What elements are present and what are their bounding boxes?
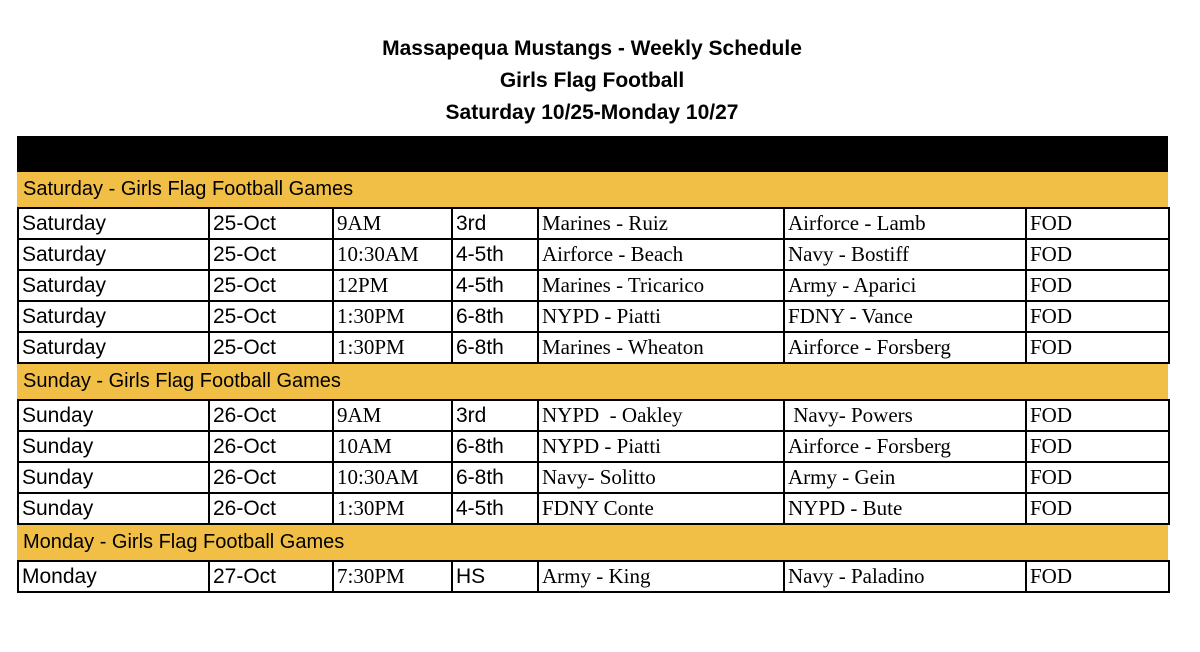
grade-cell: 6-8th — [452, 301, 538, 332]
grade-cell: 6-8th — [452, 431, 538, 462]
home-team-cell: NYPD - Piatti — [538, 431, 784, 462]
schedule-table — [17, 136, 1168, 593]
day-cell: Sunday — [18, 400, 209, 431]
table-row — [18, 208, 1169, 239]
section-header: Sunday - Girls Flag Football Games — [17, 364, 1168, 399]
table-row — [18, 493, 1169, 524]
day-cell: Sunday — [18, 431, 209, 462]
section-header: Monday - Girls Flag Football Games — [17, 525, 1168, 560]
grade-cell: 6-8th — [452, 462, 538, 493]
away-team-cell: Airforce - Forsberg — [784, 431, 1026, 462]
away-team-cell: NYPD - Bute — [784, 493, 1026, 524]
grade-cell: 4-5th — [452, 493, 538, 524]
away-team-cell: Navy - Paladino — [784, 561, 1026, 592]
time-cell: 10:30AM — [333, 239, 452, 270]
date-cell: 25-Oct — [209, 332, 333, 363]
home-team-cell: Marines - Wheaton — [538, 332, 784, 363]
date-cell: 26-Oct — [209, 431, 333, 462]
home-team-cell: NYPD - Piatti — [538, 301, 784, 332]
day-cell: Sunday — [18, 493, 209, 524]
date-cell: 26-Oct — [209, 462, 333, 493]
day-cell: Saturday — [18, 270, 209, 301]
field-cell: FOD — [1026, 239, 1169, 270]
table-row — [18, 239, 1169, 270]
away-team-cell: Army - Gein — [784, 462, 1026, 493]
table-row — [18, 431, 1169, 462]
day-cell: Saturday — [18, 208, 209, 239]
title-line-3: Saturday 10/25-Monday 10/27 — [445, 101, 739, 124]
time-cell: 7:30PM — [333, 561, 452, 592]
grade-cell: 6-8th — [452, 332, 538, 363]
time-cell: 9AM — [333, 400, 452, 431]
home-team-cell: Marines - Tricarico — [538, 270, 784, 301]
time-cell: 10AM — [333, 431, 452, 462]
section-header: Saturday - Girls Flag Football Games — [17, 172, 1168, 207]
date-cell: 26-Oct — [209, 493, 333, 524]
day-cell: Saturday — [18, 301, 209, 332]
title-line-2: Girls Flag Football — [499, 69, 685, 92]
time-cell: 1:30PM — [333, 332, 452, 363]
home-team-cell: Army - King — [538, 561, 784, 592]
field-cell: FOD — [1026, 301, 1169, 332]
games-table — [17, 399, 1170, 525]
time-cell: 12PM — [333, 270, 452, 301]
field-cell: FOD — [1026, 431, 1169, 462]
day-cell: Monday — [18, 561, 209, 592]
schedule-title-block — [0, 33, 1184, 129]
home-team-cell: Marines - Ruiz — [538, 208, 784, 239]
table-row — [18, 270, 1169, 301]
home-team-cell: NYPD - Oakley — [538, 400, 784, 431]
table-row — [18, 561, 1169, 592]
time-cell: 1:30PM — [333, 493, 452, 524]
away-team-cell: Army - Aparici — [784, 270, 1026, 301]
day-cell: Sunday — [18, 462, 209, 493]
date-cell: 25-Oct — [209, 208, 333, 239]
grade-cell: 3rd — [452, 208, 538, 239]
day-cell: Saturday — [18, 239, 209, 270]
field-cell: FOD — [1026, 462, 1169, 493]
home-team-cell: FDNY Conte — [538, 493, 784, 524]
header-bar — [17, 136, 1168, 172]
grade-cell: 3rd — [452, 400, 538, 431]
grade-cell: 4-5th — [452, 239, 538, 270]
away-team-cell: Airforce - Lamb — [784, 208, 1026, 239]
field-cell: FOD — [1026, 561, 1169, 592]
table-row — [18, 462, 1169, 493]
day-cell: Saturday — [18, 332, 209, 363]
field-cell: FOD — [1026, 208, 1169, 239]
date-cell: 25-Oct — [209, 239, 333, 270]
field-cell: FOD — [1026, 400, 1169, 431]
away-team-cell: FDNY - Vance — [784, 301, 1026, 332]
away-team-cell: Navy - Bostiff — [784, 239, 1026, 270]
field-cell: FOD — [1026, 332, 1169, 363]
table-row — [18, 301, 1169, 332]
date-cell: 25-Oct — [209, 301, 333, 332]
table-row — [18, 332, 1169, 363]
date-cell: 27-Oct — [209, 561, 333, 592]
date-cell: 25-Oct — [209, 270, 333, 301]
time-cell: 1:30PM — [333, 301, 452, 332]
time-cell: 10:30AM — [333, 462, 452, 493]
field-cell: FOD — [1026, 270, 1169, 301]
home-team-cell: Navy- Solitto — [538, 462, 784, 493]
games-table — [17, 560, 1170, 593]
table-row — [18, 400, 1169, 431]
grade-cell: HS — [452, 561, 538, 592]
field-cell: FOD — [1026, 493, 1169, 524]
time-cell: 9AM — [333, 208, 452, 239]
title-line-1: Massapequa Mustangs - Weekly Schedule — [382, 37, 802, 60]
away-team-cell: Navy- Powers — [784, 400, 1026, 431]
date-cell: 26-Oct — [209, 400, 333, 431]
grade-cell: 4-5th — [452, 270, 538, 301]
home-team-cell: Airforce - Beach — [538, 239, 784, 270]
away-team-cell: Airforce - Forsberg — [784, 332, 1026, 363]
games-table — [17, 207, 1170, 364]
